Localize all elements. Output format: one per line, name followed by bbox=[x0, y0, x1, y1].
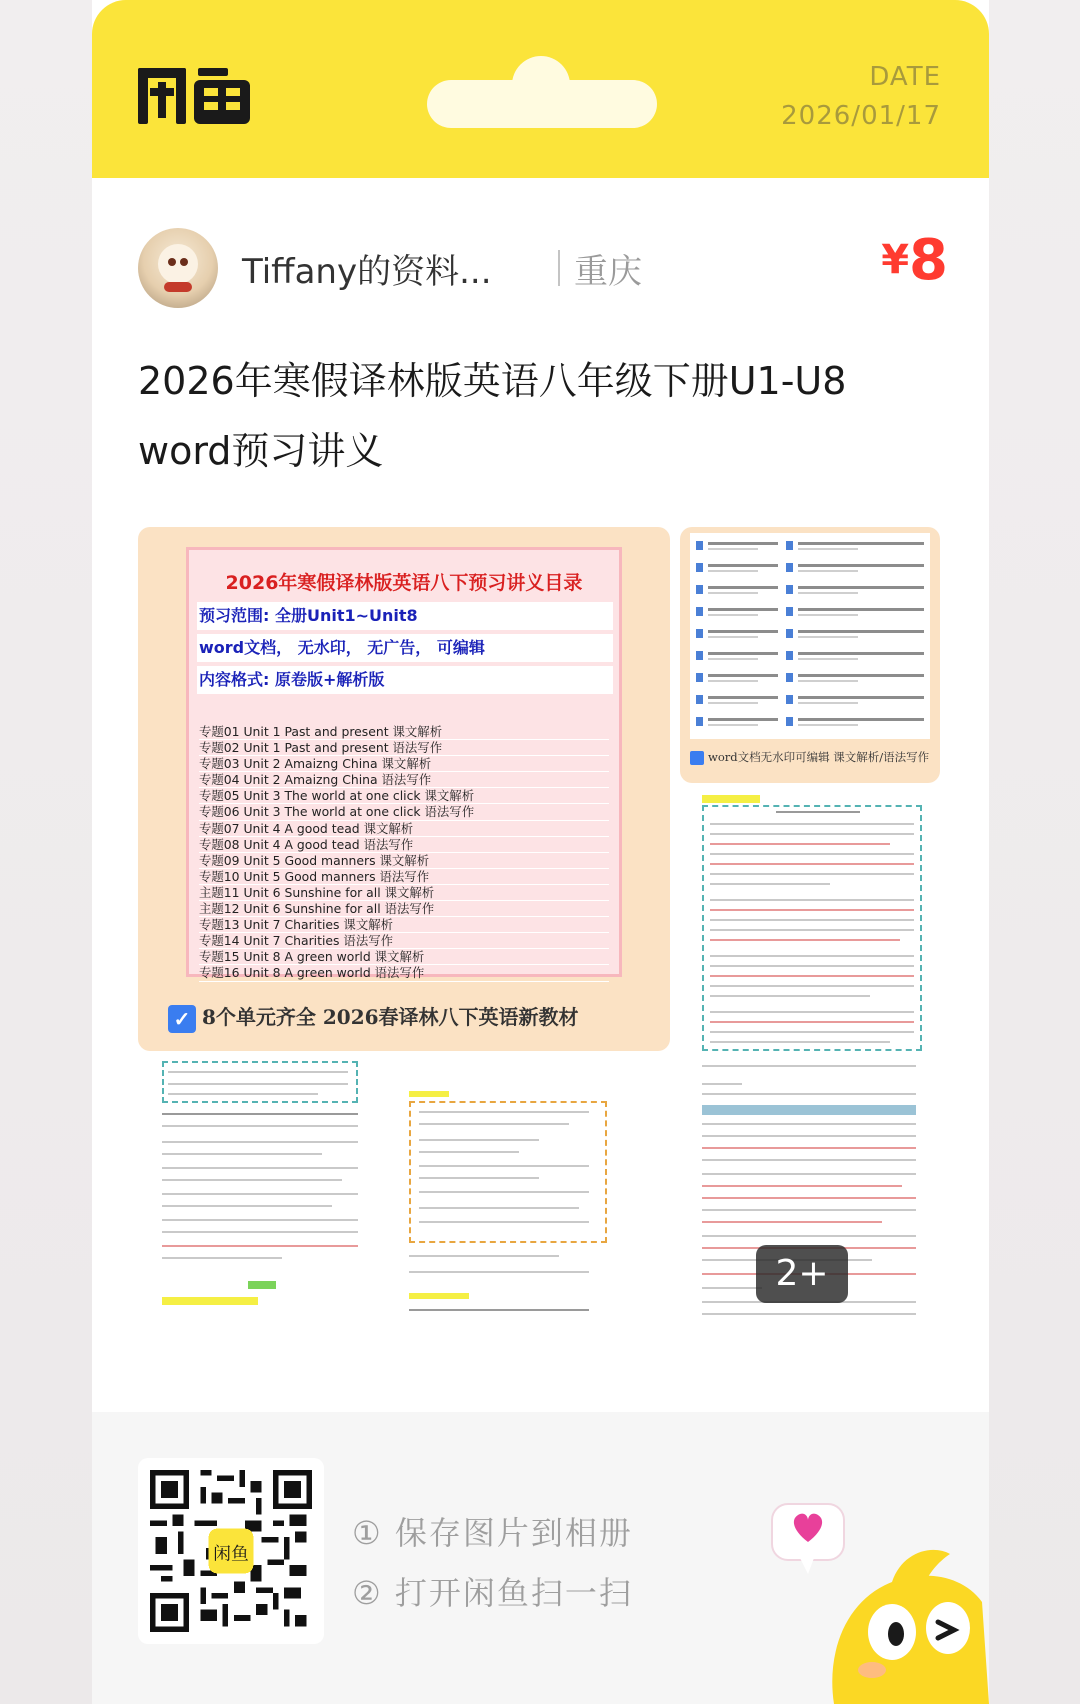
seller-name: Tiffany的资料... bbox=[242, 252, 492, 292]
toc-item: 专题06 Unit 3 The world at one click 语法写作 bbox=[199, 804, 609, 820]
preview-image-file-list bbox=[680, 527, 940, 783]
toc-item: 专题16 Unit 8 A green world 语法写作 bbox=[199, 965, 609, 981]
qr-code[interactable] bbox=[138, 1458, 324, 1644]
toc-item: 专题07 Unit 4 A good tead 课文解析 bbox=[199, 821, 609, 837]
check-icon bbox=[690, 751, 704, 765]
preview-image-reading bbox=[680, 791, 940, 1051]
toc-title: 2026年寒假译林版英语八下预习讲义目录 bbox=[225, 572, 583, 594]
more-images-badge[interactable]: 2+ bbox=[756, 1245, 848, 1303]
preview-image-exercise-2 bbox=[409, 1061, 669, 1327]
currency-symbol: ¥ bbox=[881, 237, 910, 283]
date-value: 2026/01/17 bbox=[781, 101, 941, 131]
check-icon: ✓ bbox=[168, 1005, 196, 1033]
qr-code-graphic bbox=[150, 1470, 312, 1632]
share-footer bbox=[92, 1412, 989, 1704]
toc-item: 专题08 Unit 4 A good tead 语法写作 bbox=[199, 837, 609, 853]
toc-document bbox=[186, 547, 622, 981]
file-list-caption-text: word文档无水印可编辑 课文解析/语法写作 bbox=[708, 750, 930, 764]
toc-item: 专题02 Unit 1 Past and present 语法写作 bbox=[199, 740, 609, 756]
toc-item: 主题11 Unit 6 Sunshine for all 课文解析 bbox=[199, 885, 609, 901]
preview-image-exercise-1 bbox=[138, 1061, 398, 1327]
listing-title: 2026年寒假译林版英语八年级下册U1-U8 word预习讲义 bbox=[138, 359, 847, 473]
mascot-illustration bbox=[742, 1482, 989, 1704]
file-list-document bbox=[690, 533, 930, 739]
toc-item: 主题12 Unit 6 Sunshine for all 语法写作 bbox=[199, 901, 609, 917]
file-list-graphic bbox=[690, 533, 930, 739]
main-preview-image bbox=[138, 527, 670, 1051]
speech-bubble-icon bbox=[772, 1504, 844, 1574]
toc-item: 专题04 Unit 2 Amaizng China 语法写作 bbox=[199, 772, 609, 788]
seller-row bbox=[138, 228, 948, 308]
price bbox=[881, 228, 948, 293]
header-pill bbox=[427, 80, 657, 128]
toc-list bbox=[199, 724, 609, 982]
main-image-footer bbox=[168, 997, 648, 1037]
instruction-step-2: ② 打开闲鱼扫一扫 bbox=[352, 1574, 633, 1612]
seller-location: 重庆 bbox=[574, 252, 642, 292]
toc-format: word文档， 无水印， 无广告， 可编辑 bbox=[197, 634, 613, 662]
file-list-caption bbox=[690, 749, 929, 765]
toc-item: 专题10 Unit 5 Good manners 语法写作 bbox=[199, 869, 609, 885]
image-grid bbox=[138, 527, 940, 1327]
toc-item: 专题14 Unit 7 Charities 语法写作 bbox=[199, 933, 609, 949]
toc-item: 专题05 Unit 3 The world at one click 课文解析 bbox=[199, 788, 609, 804]
avatar bbox=[138, 228, 218, 308]
qr-center-label: 闲鱼 bbox=[213, 1543, 249, 1565]
instruction-step-1: ① 保存图片到相册 bbox=[352, 1514, 633, 1552]
toc-item: 专题03 Unit 2 Amaizng China 课文解析 bbox=[199, 756, 609, 772]
date-label: DATE bbox=[869, 62, 941, 92]
toc-range: 预习范围: 全册Unit1~Unit8 bbox=[197, 602, 613, 630]
toc-item: 专题13 Unit 7 Charities 课文解析 bbox=[199, 917, 609, 933]
xianyu-logo bbox=[136, 64, 256, 128]
toc-item: 专题01 Unit 1 Past and present 课文解析 bbox=[199, 724, 609, 740]
header-bar bbox=[92, 0, 989, 178]
main-footer-text: 8个单元齐全 2026春译林八下英语新教材 bbox=[202, 1005, 579, 1029]
divider bbox=[558, 250, 560, 286]
toc-content-format: 内容格式: 原卷版+解析版 bbox=[197, 666, 613, 694]
toc-item: 专题15 Unit 8 A green world 课文解析 bbox=[199, 949, 609, 965]
toc-item: 专题09 Unit 5 Good manners 课文解析 bbox=[199, 853, 609, 869]
share-card bbox=[92, 0, 989, 1704]
price-amount: 8 bbox=[909, 228, 948, 293]
